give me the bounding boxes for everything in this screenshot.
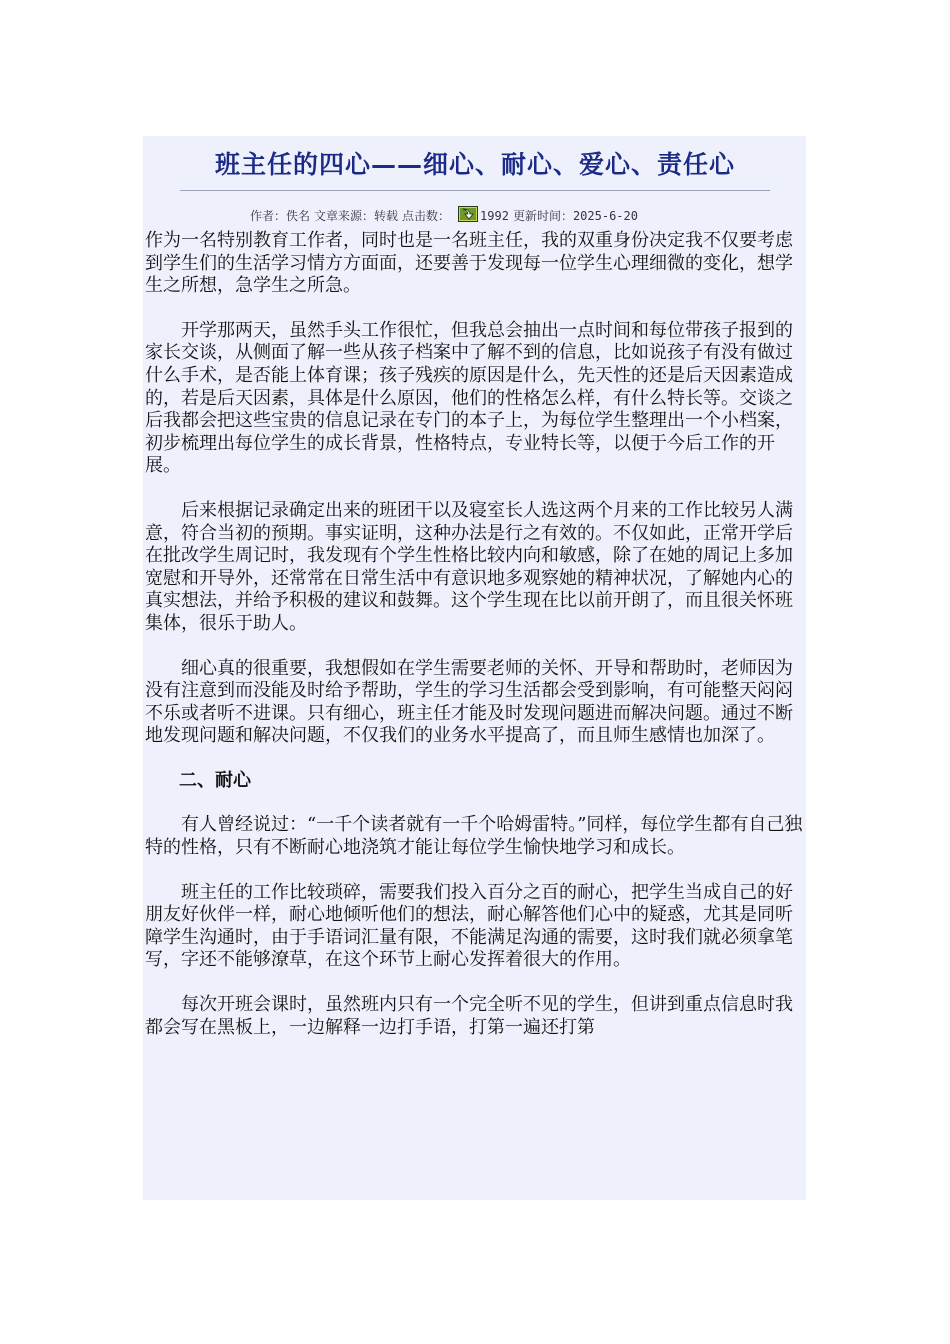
paragraph: 班主任的工作比较琐碎，需要我们投入百分之百的耐心，把学生当成自己的好朋友好伙伴一样，耐心地倾听他们的想法，耐心解答他们心中的疑惑，尤其是同听障学生沟通时，由于手语词汇量有限，不能满足沟通的需要，这时我们就必须拿笔写，字还不能够潦草，在这个环节上耐心发挥着很大的作用。 [145, 881, 793, 971]
paragraph: 开学那两天，虽然手头工作很忙，但我总会抽出一点时间和每位带孩子报到的家长交谈，从侧面了解一些从孩子档案中了解不到的信息，比如说孩子有没有做过什么手术，是否能上体育课；孩子残疾的原因是什么，先天性的还是后天因素造成的，若是后天因素，具体是什么原因，他们的性格怎么样，有什么特长等。交谈之后我都会把这些宝贵的信息记录在专门的本子上，为每位学生整理出一个小档案，初步梳理出每位学生的成长背景，性格特点，专业特长等，以便于今后工作的开展。 [145, 319, 793, 477]
hits-label: 点击数： [402, 209, 451, 223]
paragraph: 作为一名特别教育工作者，同时也是一名班主任，我的双重身份决定我不仅要考虑到学生们的生活学习情方方面面，还要善于发现每一位学生心理细微的变化，想学生之所想，急学生之所急。 [145, 230, 793, 297]
counter-icon [458, 206, 478, 222]
paragraph: 细心真的很重要，我想假如在学生需要老师的关怀、开导和帮助时，老师因为没有注意到而没能及时给予帮助，学生的学习生活都会受到影响，有可能整天闷闷不乐或者听不进课。只有细心，班主任才能及时发现问题进而解决问题。通过不断地发现问题和解决问题，不仅我们的业务水平提高了，而且师生感情也加深了。 [145, 657, 793, 747]
paragraph: 有人曾经说过：“一千个读者就有一千个哈姆雷特。”同样，每位学生都有自己独特的性格，只有不断耐心地浇筑才能让每位学生愉快地学习和成长。 [145, 814, 803, 859]
author-label: 作者：佚名 [250, 209, 311, 223]
title-box [180, 136, 770, 191]
updated-label: 更新时间：2025-6-20 [512, 209, 638, 223]
section-heading: 二、耐心 [179, 769, 251, 791]
paragraph: 每次开班会课时，虽然班内只有一个完全听不见的学生，但讲到重点信息时我都会写在黑板上，一边解释一边打手语，打第一遍还打第 [145, 994, 793, 1038]
article-body [145, 230, 805, 1061]
page-title: 班主任的四心——细心、耐心、爱心、责任心 [214, 150, 735, 179]
article-meta [250, 207, 642, 224]
source-label: 文章来源：转载 [314, 209, 399, 223]
paragraph: 后来根据记录确定出来的班团干以及寝室长人选这两个月来的工作比较另人满意，符合当初的预期。事实证明，这种办法是行之有效的。不仅如此，正常开学后在批改学生周记时，我发现有个学生性格比较内向和敏感，除了在她的周记上多加宽慰和开导外，还常常在日常生活中有意识地多观察她的精神状况，了解她内心的真实想法，并给予积极的建议和鼓舞。这个学生现在比以前开朗了，而且很关怀班集体，很乐于助人。 [145, 499, 793, 634]
hits-value: 1992 [480, 208, 509, 223]
